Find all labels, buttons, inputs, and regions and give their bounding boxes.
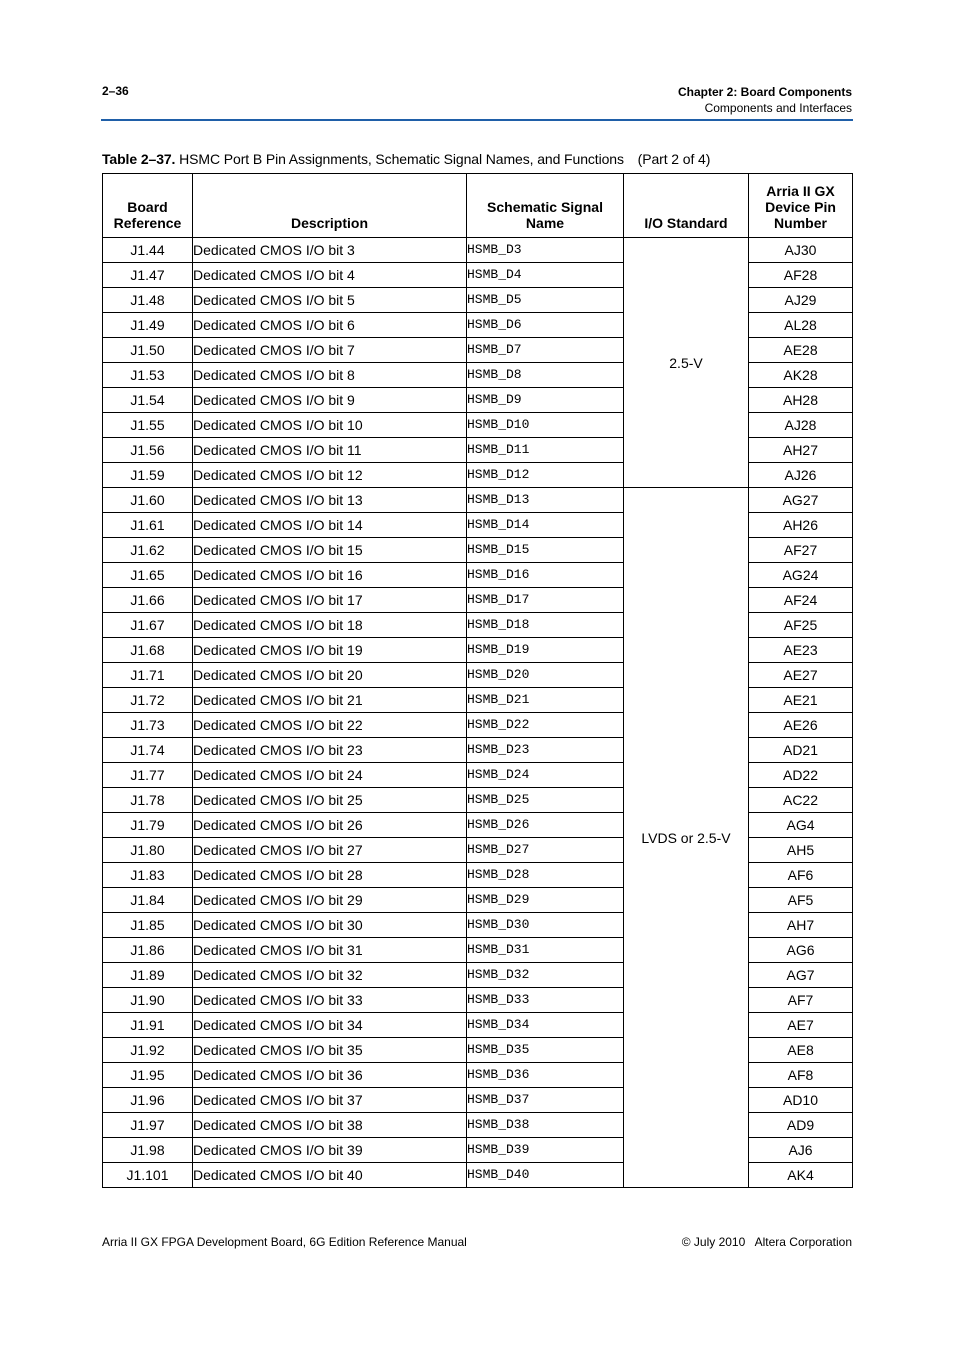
board-reference-cell: J1.48 bbox=[103, 288, 193, 313]
footer-copyright: © July 2010 Altera Corporation bbox=[681, 1235, 852, 1249]
device-pin-cell: AF24 bbox=[749, 588, 853, 613]
description-cell: Dedicated CMOS I/O bit 14 bbox=[193, 513, 467, 538]
header-rule bbox=[101, 119, 853, 121]
board-reference-cell: J1.61 bbox=[103, 513, 193, 538]
description-cell: Dedicated CMOS I/O bit 20 bbox=[193, 663, 467, 688]
signal-name-cell: HSMB_D21 bbox=[467, 688, 624, 713]
device-pin-cell: AC22 bbox=[749, 788, 853, 813]
device-pin-cell: AE23 bbox=[749, 638, 853, 663]
signal-name-cell: HSMB_D32 bbox=[467, 963, 624, 988]
device-pin-cell: AH7 bbox=[749, 913, 853, 938]
description-cell: Dedicated CMOS I/O bit 30 bbox=[193, 913, 467, 938]
description-cell: Dedicated CMOS I/O bit 11 bbox=[193, 438, 467, 463]
description-cell: Dedicated CMOS I/O bit 37 bbox=[193, 1088, 467, 1113]
io-standard-cell: LVDS or 2.5-V bbox=[624, 488, 749, 1188]
pin-assignment-table bbox=[102, 173, 853, 1188]
board-reference-cell: J1.97 bbox=[103, 1113, 193, 1138]
signal-name-cell: HSMB_D40 bbox=[467, 1163, 624, 1188]
device-pin-cell: AE28 bbox=[749, 338, 853, 363]
signal-name-cell: HSMB_D31 bbox=[467, 938, 624, 963]
signal-name-cell: HSMB_D3 bbox=[467, 238, 624, 263]
chapter-title: Chapter 2: Board Components bbox=[677, 85, 852, 99]
device-pin-cell: AE7 bbox=[749, 1013, 853, 1038]
description-cell: Dedicated CMOS I/O bit 17 bbox=[193, 588, 467, 613]
footer-manual-title: Arria II GX FPGA Development Board, 6G Edition Reference Manual bbox=[102, 1235, 467, 1249]
board-reference-cell: J1.71 bbox=[103, 663, 193, 688]
description-cell: Dedicated CMOS I/O bit 31 bbox=[193, 938, 467, 963]
device-pin-cell: AH27 bbox=[749, 438, 853, 463]
device-pin-cell: AK4 bbox=[749, 1163, 853, 1188]
signal-name-cell: HSMB_D25 bbox=[467, 788, 624, 813]
signal-name-cell: HSMB_D12 bbox=[467, 463, 624, 488]
signal-name-cell: HSMB_D8 bbox=[467, 363, 624, 388]
signal-name-cell: HSMB_D11 bbox=[467, 438, 624, 463]
col-header-io-standard: I/O Standard bbox=[624, 174, 749, 238]
description-cell: Dedicated CMOS I/O bit 39 bbox=[193, 1138, 467, 1163]
device-pin-cell: AG24 bbox=[749, 563, 853, 588]
table-row bbox=[103, 488, 853, 513]
table-header-row bbox=[103, 174, 853, 238]
signal-name-cell: HSMB_D14 bbox=[467, 513, 624, 538]
board-reference-cell: J1.90 bbox=[103, 988, 193, 1013]
description-cell: Dedicated CMOS I/O bit 29 bbox=[193, 888, 467, 913]
board-reference-cell: J1.59 bbox=[103, 463, 193, 488]
device-pin-cell: AD10 bbox=[749, 1088, 853, 1113]
board-reference-cell: J1.54 bbox=[103, 388, 193, 413]
description-cell: Dedicated CMOS I/O bit 18 bbox=[193, 613, 467, 638]
device-pin-cell: AD21 bbox=[749, 738, 853, 763]
description-cell: Dedicated CMOS I/O bit 26 bbox=[193, 813, 467, 838]
device-pin-cell: AF6 bbox=[749, 863, 853, 888]
description-cell: Dedicated CMOS I/O bit 27 bbox=[193, 838, 467, 863]
description-cell: Dedicated CMOS I/O bit 28 bbox=[193, 863, 467, 888]
board-reference-cell: J1.62 bbox=[103, 538, 193, 563]
device-pin-cell: AE21 bbox=[749, 688, 853, 713]
signal-name-cell: HSMB_D10 bbox=[467, 413, 624, 438]
description-cell: Dedicated CMOS I/O bit 9 bbox=[193, 388, 467, 413]
signal-name-cell: HSMB_D30 bbox=[467, 913, 624, 938]
description-cell: Dedicated CMOS I/O bit 16 bbox=[193, 563, 467, 588]
description-cell: Dedicated CMOS I/O bit 6 bbox=[193, 313, 467, 338]
signal-name-cell: HSMB_D16 bbox=[467, 563, 624, 588]
board-reference-cell: J1.68 bbox=[103, 638, 193, 663]
col-header-device-pin-number: Arria II GX Device Pin Number bbox=[749, 174, 853, 238]
description-cell: Dedicated CMOS I/O bit 23 bbox=[193, 738, 467, 763]
description-cell: Dedicated CMOS I/O bit 4 bbox=[193, 263, 467, 288]
board-reference-cell: J1.60 bbox=[103, 488, 193, 513]
device-pin-cell: AG6 bbox=[749, 938, 853, 963]
signal-name-cell: HSMB_D5 bbox=[467, 288, 624, 313]
table-row bbox=[103, 238, 853, 263]
board-reference-cell: J1.66 bbox=[103, 588, 193, 613]
device-pin-cell: AL28 bbox=[749, 313, 853, 338]
signal-name-cell: HSMB_D20 bbox=[467, 663, 624, 688]
device-pin-cell: AG4 bbox=[749, 813, 853, 838]
col-header-description: Description bbox=[193, 174, 467, 238]
description-cell: Dedicated CMOS I/O bit 10 bbox=[193, 413, 467, 438]
device-pin-cell: AG27 bbox=[749, 488, 853, 513]
device-pin-cell: AD9 bbox=[749, 1113, 853, 1138]
device-pin-cell: AF7 bbox=[749, 988, 853, 1013]
board-reference-cell: J1.44 bbox=[103, 238, 193, 263]
description-cell: Dedicated CMOS I/O bit 24 bbox=[193, 763, 467, 788]
signal-name-cell: HSMB_D28 bbox=[467, 863, 624, 888]
device-pin-cell: AF27 bbox=[749, 538, 853, 563]
device-pin-cell: AF28 bbox=[749, 263, 853, 288]
description-cell: Dedicated CMOS I/O bit 7 bbox=[193, 338, 467, 363]
board-reference-cell: J1.65 bbox=[103, 563, 193, 588]
description-cell: Dedicated CMOS I/O bit 3 bbox=[193, 238, 467, 263]
device-pin-cell: AG7 bbox=[749, 963, 853, 988]
signal-name-cell: HSMB_D15 bbox=[467, 538, 624, 563]
table-caption-part: (Part 2 of 4) bbox=[637, 151, 711, 167]
signal-name-cell: HSMB_D37 bbox=[467, 1088, 624, 1113]
description-cell: Dedicated CMOS I/O bit 33 bbox=[193, 988, 467, 1013]
device-pin-cell: AK28 bbox=[749, 363, 853, 388]
description-cell: Dedicated CMOS I/O bit 34 bbox=[193, 1013, 467, 1038]
signal-name-cell: HSMB_D7 bbox=[467, 338, 624, 363]
board-reference-cell: J1.79 bbox=[103, 813, 193, 838]
table-caption-title: HSMC Port B Pin Assignments, Schematic Signal Names, and Functions bbox=[179, 151, 624, 167]
board-reference-cell: J1.89 bbox=[103, 963, 193, 988]
description-cell: Dedicated CMOS I/O bit 36 bbox=[193, 1063, 467, 1088]
signal-name-cell: HSMB_D19 bbox=[467, 638, 624, 663]
board-reference-cell: J1.74 bbox=[103, 738, 193, 763]
board-reference-cell: J1.77 bbox=[103, 763, 193, 788]
signal-name-cell: HSMB_D9 bbox=[467, 388, 624, 413]
device-pin-cell: AD22 bbox=[749, 763, 853, 788]
device-pin-cell: AE8 bbox=[749, 1038, 853, 1063]
device-pin-cell: AJ28 bbox=[749, 413, 853, 438]
description-cell: Dedicated CMOS I/O bit 8 bbox=[193, 363, 467, 388]
signal-name-cell: HSMB_D29 bbox=[467, 888, 624, 913]
board-reference-cell: J1.50 bbox=[103, 338, 193, 363]
board-reference-cell: J1.95 bbox=[103, 1063, 193, 1088]
description-cell: Dedicated CMOS I/O bit 25 bbox=[193, 788, 467, 813]
signal-name-cell: HSMB_D17 bbox=[467, 588, 624, 613]
signal-name-cell: HSMB_D38 bbox=[467, 1113, 624, 1138]
description-cell: Dedicated CMOS I/O bit 12 bbox=[193, 463, 467, 488]
device-pin-cell: AE27 bbox=[749, 663, 853, 688]
description-cell: Dedicated CMOS I/O bit 38 bbox=[193, 1113, 467, 1138]
device-pin-cell: AH28 bbox=[749, 388, 853, 413]
board-reference-cell: J1.53 bbox=[103, 363, 193, 388]
signal-name-cell: HSMB_D34 bbox=[467, 1013, 624, 1038]
description-cell: Dedicated CMOS I/O bit 40 bbox=[193, 1163, 467, 1188]
device-pin-cell: AJ30 bbox=[749, 238, 853, 263]
description-cell: Dedicated CMOS I/O bit 15 bbox=[193, 538, 467, 563]
device-pin-cell: AJ29 bbox=[749, 288, 853, 313]
board-reference-cell: J1.55 bbox=[103, 413, 193, 438]
signal-name-cell: HSMB_D39 bbox=[467, 1138, 624, 1163]
device-pin-cell: AH5 bbox=[749, 838, 853, 863]
device-pin-cell: AJ26 bbox=[749, 463, 853, 488]
description-cell: Dedicated CMOS I/O bit 32 bbox=[193, 963, 467, 988]
board-reference-cell: J1.78 bbox=[103, 788, 193, 813]
description-cell: Dedicated CMOS I/O bit 19 bbox=[193, 638, 467, 663]
table-body bbox=[103, 238, 853, 1188]
signal-name-cell: HSMB_D6 bbox=[467, 313, 624, 338]
board-reference-cell: J1.72 bbox=[103, 688, 193, 713]
board-reference-cell: J1.56 bbox=[103, 438, 193, 463]
board-reference-cell: J1.85 bbox=[103, 913, 193, 938]
board-reference-cell: J1.67 bbox=[103, 613, 193, 638]
board-reference-cell: J1.92 bbox=[103, 1038, 193, 1063]
signal-name-cell: HSMB_D35 bbox=[467, 1038, 624, 1063]
signal-name-cell: HSMB_D36 bbox=[467, 1063, 624, 1088]
table-caption-label: Table 2–37. bbox=[102, 151, 176, 167]
description-cell: Dedicated CMOS I/O bit 35 bbox=[193, 1038, 467, 1063]
signal-name-cell: HSMB_D27 bbox=[467, 838, 624, 863]
board-reference-cell: J1.101 bbox=[103, 1163, 193, 1188]
signal-name-cell: HSMB_D26 bbox=[467, 813, 624, 838]
board-reference-cell: J1.86 bbox=[103, 938, 193, 963]
device-pin-cell: AF25 bbox=[749, 613, 853, 638]
description-cell: Dedicated CMOS I/O bit 5 bbox=[193, 288, 467, 313]
signal-name-cell: HSMB_D23 bbox=[467, 738, 624, 763]
io-standard-cell: 2.5-V bbox=[624, 238, 749, 488]
board-reference-cell: J1.84 bbox=[103, 888, 193, 913]
table-caption bbox=[102, 151, 710, 167]
device-pin-cell: AJ6 bbox=[749, 1138, 853, 1163]
board-reference-cell: J1.91 bbox=[103, 1013, 193, 1038]
description-cell: Dedicated CMOS I/O bit 13 bbox=[193, 488, 467, 513]
section-title: Components and Interfaces bbox=[704, 101, 852, 115]
board-reference-cell: J1.73 bbox=[103, 713, 193, 738]
description-cell: Dedicated CMOS I/O bit 22 bbox=[193, 713, 467, 738]
board-reference-cell: J1.98 bbox=[103, 1138, 193, 1163]
device-pin-cell: AE26 bbox=[749, 713, 853, 738]
board-reference-cell: J1.47 bbox=[103, 263, 193, 288]
signal-name-cell: HSMB_D18 bbox=[467, 613, 624, 638]
running-header bbox=[678, 84, 852, 116]
page-number: 2–36 bbox=[102, 84, 129, 98]
description-cell: Dedicated CMOS I/O bit 21 bbox=[193, 688, 467, 713]
signal-name-cell: HSMB_D33 bbox=[467, 988, 624, 1013]
signal-name-cell: HSMB_D24 bbox=[467, 763, 624, 788]
device-pin-cell: AH26 bbox=[749, 513, 853, 538]
col-header-board-reference: Board Reference bbox=[103, 174, 193, 238]
board-reference-cell: J1.80 bbox=[103, 838, 193, 863]
board-reference-cell: J1.49 bbox=[103, 313, 193, 338]
board-reference-cell: J1.83 bbox=[103, 863, 193, 888]
signal-name-cell: HSMB_D13 bbox=[467, 488, 624, 513]
signal-name-cell: HSMB_D4 bbox=[467, 263, 624, 288]
col-header-schematic-signal-name: Schematic Signal Name bbox=[467, 174, 624, 238]
device-pin-cell: AF5 bbox=[749, 888, 853, 913]
signal-name-cell: HSMB_D22 bbox=[467, 713, 624, 738]
board-reference-cell: J1.96 bbox=[103, 1088, 193, 1113]
device-pin-cell: AF8 bbox=[749, 1063, 853, 1088]
